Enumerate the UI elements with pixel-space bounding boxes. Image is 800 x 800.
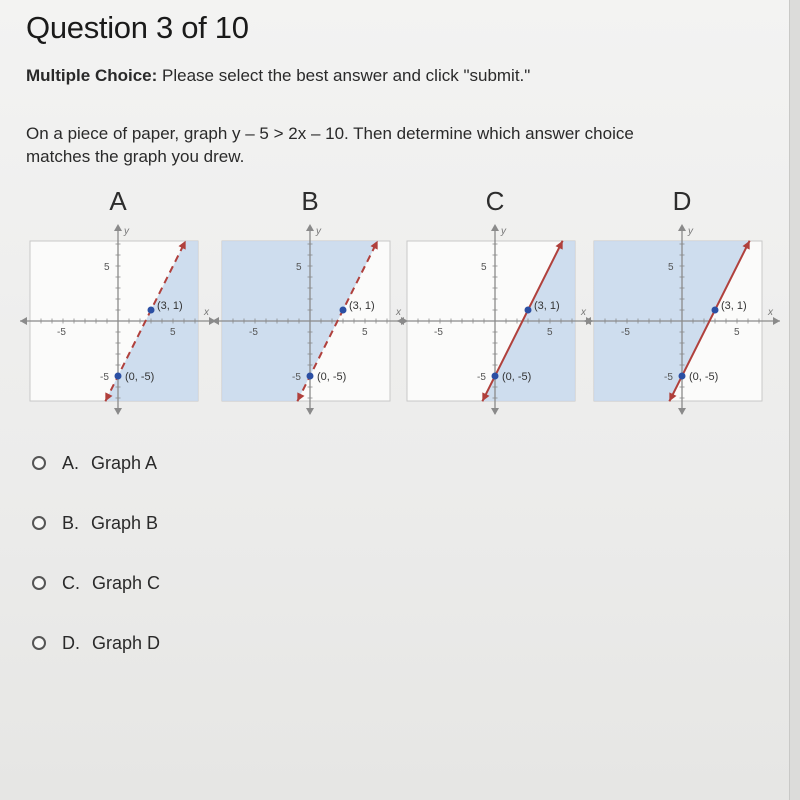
choice-d-text: Graph D [92, 632, 161, 653]
x-axis-label: x [396, 307, 401, 318]
x-axis-arrow-left [397, 317, 404, 325]
x-axis-arrow-left [212, 317, 219, 325]
y-tick-label-pos: 5 [104, 262, 110, 273]
x-axis-label: x [204, 307, 209, 318]
window-edge [789, 0, 800, 800]
x-axis-label: x [581, 307, 586, 318]
y-axis-arrow-down [678, 408, 686, 415]
prompt-line-1: On a piece of paper, graph y – 5 > 2x – 10. Then determine which answer choice [26, 124, 634, 143]
graph-a-label: A [109, 186, 127, 216]
x-tick-label-neg: -5 [621, 327, 630, 338]
point-lower-label: (0, -5) [689, 371, 719, 383]
x-tick-label-pos: 5 [170, 327, 176, 338]
question-prompt [26, 122, 766, 168]
y-tick-label-neg: -5 [292, 372, 301, 383]
radio-button-d[interactable] [32, 636, 46, 650]
prompt-line-2: matches the graph you drew. [26, 147, 245, 166]
graph-a [18, 186, 218, 416]
x-tick-label-pos: 5 [547, 327, 553, 338]
choice-c-letter: C. [62, 572, 80, 593]
graph-c-plot [395, 216, 595, 416]
point-upper [148, 307, 155, 314]
y-tick-label-neg: -5 [664, 372, 673, 383]
y-axis-label: y [688, 226, 693, 237]
choice-c[interactable] [32, 568, 332, 598]
y-axis-arrow-up [306, 224, 314, 231]
y-axis-arrow-down [306, 408, 314, 415]
graph-a-plot [18, 216, 218, 416]
point-upper-label: (3, 1) [721, 300, 747, 312]
x-axis-label: x [768, 307, 773, 318]
choice-b[interactable] [32, 508, 332, 538]
graph-d-label: D [672, 186, 692, 216]
y-tick-label-pos: 5 [481, 262, 487, 273]
y-axis-arrow-up [114, 224, 122, 231]
point-lower-label: (0, -5) [317, 371, 347, 383]
y-axis-arrow-up [678, 224, 686, 231]
choice-d[interactable] [32, 628, 332, 658]
point-upper [340, 307, 347, 314]
x-axis-arrow-left [20, 317, 27, 325]
y-tick-label-neg: -5 [477, 372, 486, 383]
choice-a-text: Graph A [91, 452, 158, 473]
graph-b [210, 186, 410, 416]
point-upper-label: (3, 1) [157, 300, 183, 312]
point-upper-label: (3, 1) [534, 300, 560, 312]
choice-b-text: Graph B [91, 512, 159, 533]
choice-c-text: Graph C [92, 572, 161, 593]
x-tick-label-neg: -5 [249, 327, 258, 338]
point-upper-label: (3, 1) [349, 300, 375, 312]
choice-a-letter: A. [62, 452, 80, 473]
choice-d-letter: D. [62, 632, 80, 653]
x-axis-arrow-right [773, 317, 780, 325]
point-lower [115, 373, 122, 380]
radio-button-a[interactable] [32, 456, 46, 470]
x-tick-label-pos: 5 [734, 327, 740, 338]
y-axis-arrow-down [491, 408, 499, 415]
instructions-text: Please select the best answer and click "submit." [162, 66, 531, 85]
y-tick-label-pos: 5 [668, 262, 674, 273]
graph-d [582, 186, 782, 416]
y-tick-label-pos: 5 [296, 262, 302, 273]
point-lower-label: (0, -5) [502, 371, 532, 383]
graph-b-label: B [301, 186, 319, 216]
x-axis-arrow-left [584, 317, 591, 325]
choice-b-letter: B. [62, 512, 80, 533]
graph-c [395, 186, 595, 416]
point-lower [492, 373, 499, 380]
point-lower [307, 373, 314, 380]
graph-b-plot [210, 216, 410, 416]
x-tick-label-pos: 5 [362, 327, 368, 338]
point-lower [679, 373, 686, 380]
choice-a[interactable] [32, 448, 332, 478]
x-tick-label-neg: -5 [57, 327, 66, 338]
graph-options [0, 186, 790, 416]
graph-c-label: C [485, 186, 505, 216]
point-lower-label: (0, -5) [125, 371, 155, 383]
question-title: Question 3 of 10 [26, 10, 249, 45]
y-axis-arrow-up [491, 224, 499, 231]
y-tick-label-neg: -5 [100, 372, 109, 383]
radio-button-b[interactable] [32, 516, 46, 530]
y-axis-label: y [124, 226, 129, 237]
graph-d-plot [582, 216, 782, 416]
x-tick-label-neg: -5 [434, 327, 443, 338]
instructions [26, 66, 530, 86]
instructions-label: Multiple Choice: [26, 66, 158, 85]
radio-button-c[interactable] [32, 576, 46, 590]
point-upper [525, 307, 532, 314]
y-axis-arrow-down [114, 408, 122, 415]
point-upper [712, 307, 719, 314]
y-axis-label: y [316, 226, 321, 237]
y-axis-label: y [501, 226, 506, 237]
